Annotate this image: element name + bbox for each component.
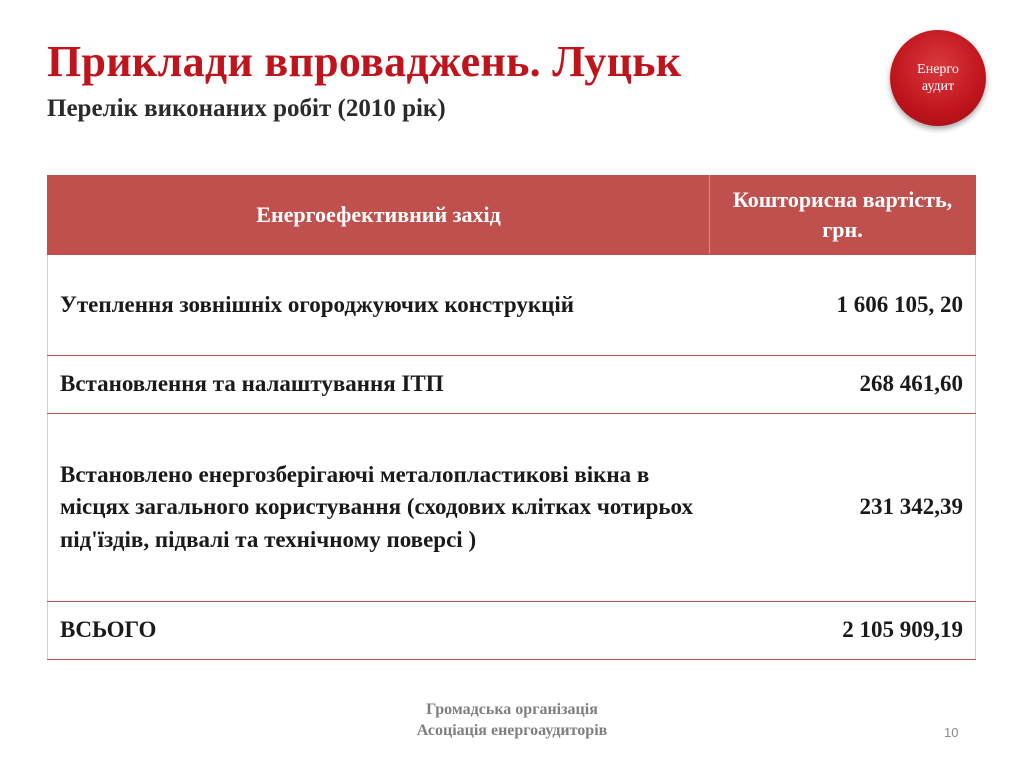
slide-title: Приклади впроваджень. Луцьк [47, 37, 682, 86]
logo-line-1: Енерго [917, 61, 959, 77]
total-cost-cell: 2 105 909,19 [710, 602, 976, 660]
footer-org-line-2: Асоціація енергоаудиторів [416, 721, 608, 739]
measure-cell: Утеплення зовнішніх огороджуючих конструкцій [48, 255, 710, 356]
column-header-cost: Кошторисна вартість, грн. [710, 176, 976, 255]
total-label-cell: ВСЬОГО [48, 602, 710, 660]
footer-org-line-1: Громадська організація [426, 701, 598, 718]
slide-subtitle: Перелік виконаних робіт (2010 рік) [47, 95, 446, 122]
cost-cell: 231 342,39 [710, 414, 976, 602]
works-table [47, 175, 976, 660]
table-row [48, 255, 976, 356]
measure-cell: Встановлення та налаштування ІТП [48, 356, 710, 414]
table-row [48, 414, 976, 602]
cost-cell: 268 461,60 [710, 356, 976, 414]
column-header-measure: Енергоефективний захід [48, 176, 710, 255]
footer-organization [0, 700, 1024, 742]
page-number: 10 [944, 725, 959, 740]
table-row [48, 356, 976, 414]
measure-cell: Встановлено енергозберігаючі металопластикові вікна в місцях загального користування (сходових клітках чотирьох під'їздів, підвалі та технічному поверсі ) [48, 414, 710, 602]
energy-audit-logo [890, 30, 986, 126]
total-row [48, 602, 976, 660]
table-header-row [48, 176, 976, 255]
logo-line-2: аудит [921, 79, 955, 94]
cost-cell: 1 606 105, 20 [710, 255, 976, 356]
